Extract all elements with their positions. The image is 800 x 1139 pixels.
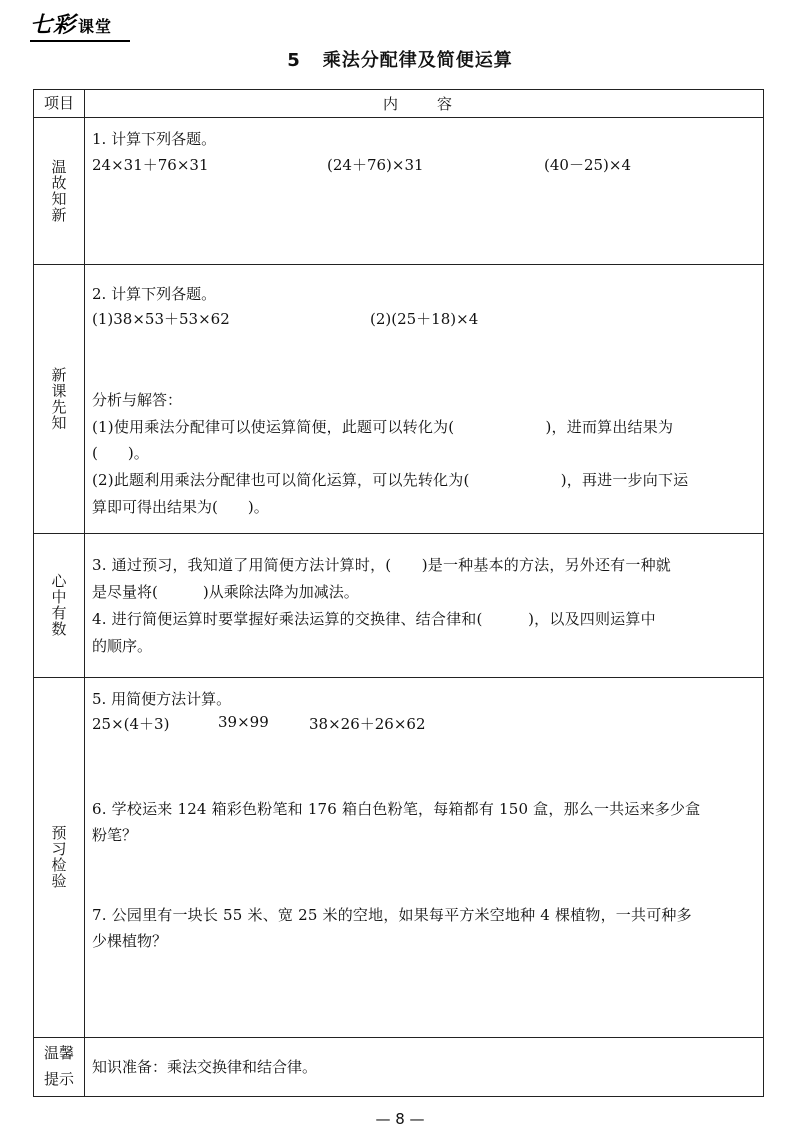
expression-2b: (2)(25＋18)×4 xyxy=(370,310,479,328)
row-divider xyxy=(34,677,763,678)
header-item-label: 项目 xyxy=(43,94,74,112)
question-7-line-1: 7. 公园里有一块长 55 米、宽 25 米的空地，如果每平方米空地种 4 棵植物，一共可种多 xyxy=(92,906,692,924)
expression-5a: 25×(4＋3) xyxy=(92,715,170,733)
question-6-line-1: 6. 学校运来 124 箱彩色粉笔和 176 箱白色粉笔，每箱都有 150 盒，那么一共运来多少盒 xyxy=(92,800,701,818)
logo-text: 七彩 xyxy=(30,13,77,38)
tips-text: 知识准备：乘法交换律和结合律。 xyxy=(92,1058,318,1076)
row-divider xyxy=(34,264,763,265)
row-label-tips-2: 提示 xyxy=(43,1070,74,1088)
row-label-review: 温故知新 xyxy=(49,158,68,223)
question-5: 5. 用简便方法计算。 xyxy=(92,690,232,708)
question-1: 1. 计算下列各题。 xyxy=(92,130,217,148)
title-number: 5 xyxy=(287,50,301,71)
brand-logo xyxy=(30,8,112,39)
title-text: 乘法分配律及简便运算 xyxy=(322,50,513,71)
page-number: — 8 — xyxy=(375,1110,425,1128)
question-4-line-2: 的顺序。 xyxy=(92,637,153,655)
expression-1b: (24＋76)×31 xyxy=(327,156,424,174)
expression-5b: 39×99 xyxy=(218,713,269,731)
question-3-line-1: 3. 通过预习，我知道了用简便方法计算时，( )是一种基本的方法，另外还有一种就 xyxy=(92,556,671,574)
expression-2a: (1)38×53＋53×62 xyxy=(92,310,230,328)
row-divider xyxy=(34,533,763,534)
question-7-line-2: 少棵植物？ xyxy=(92,932,168,950)
row-label-tips-1: 温馨 xyxy=(43,1044,74,1062)
logo-underline xyxy=(30,40,130,42)
expression-1c: (40－25)×4 xyxy=(544,156,631,174)
expression-5c: 38×26＋26×62 xyxy=(309,715,426,733)
row-divider xyxy=(34,1037,763,1038)
page-title xyxy=(0,46,800,72)
row-divider xyxy=(34,117,763,118)
question-3-line-2: 是尽量将( )从乘除法降为加减法。 xyxy=(92,583,359,601)
answer-1-line-2: ( )。 xyxy=(92,444,149,462)
question-2: 2. 计算下列各题。 xyxy=(92,285,217,303)
row-label-new: 新课先知 xyxy=(49,366,68,431)
row-label-preview: 预习检验 xyxy=(49,825,68,889)
answer-1-line-1: (1)使用乘法分配律可以使运算简便，此题可以转化为( )，进而算出结果为 xyxy=(92,418,674,436)
lesson-table xyxy=(33,89,764,1097)
answer-2-line-2: 算即可得出结果为( )。 xyxy=(92,498,269,516)
row-label-mind: 心中有数 xyxy=(49,573,68,637)
question-6-line-2: 粉笔？ xyxy=(92,826,138,844)
logo-suffix: 课堂 xyxy=(78,17,113,36)
analysis-heading: 分析与解答： xyxy=(92,391,183,409)
column-divider xyxy=(84,90,85,1096)
expression-1a: 24×31＋76×31 xyxy=(92,156,209,174)
answer-2-line-1: (2)此题利用乘法分配律也可以简化运算，可以先转化为( )，再进一步向下运 xyxy=(92,471,689,489)
question-4-line-1: 4. 进行简便运算时要掌握好乘法运算的交换律、结合律和( )，以及四则运算中 xyxy=(92,610,656,628)
header-content-label: 内 容 xyxy=(382,95,464,113)
